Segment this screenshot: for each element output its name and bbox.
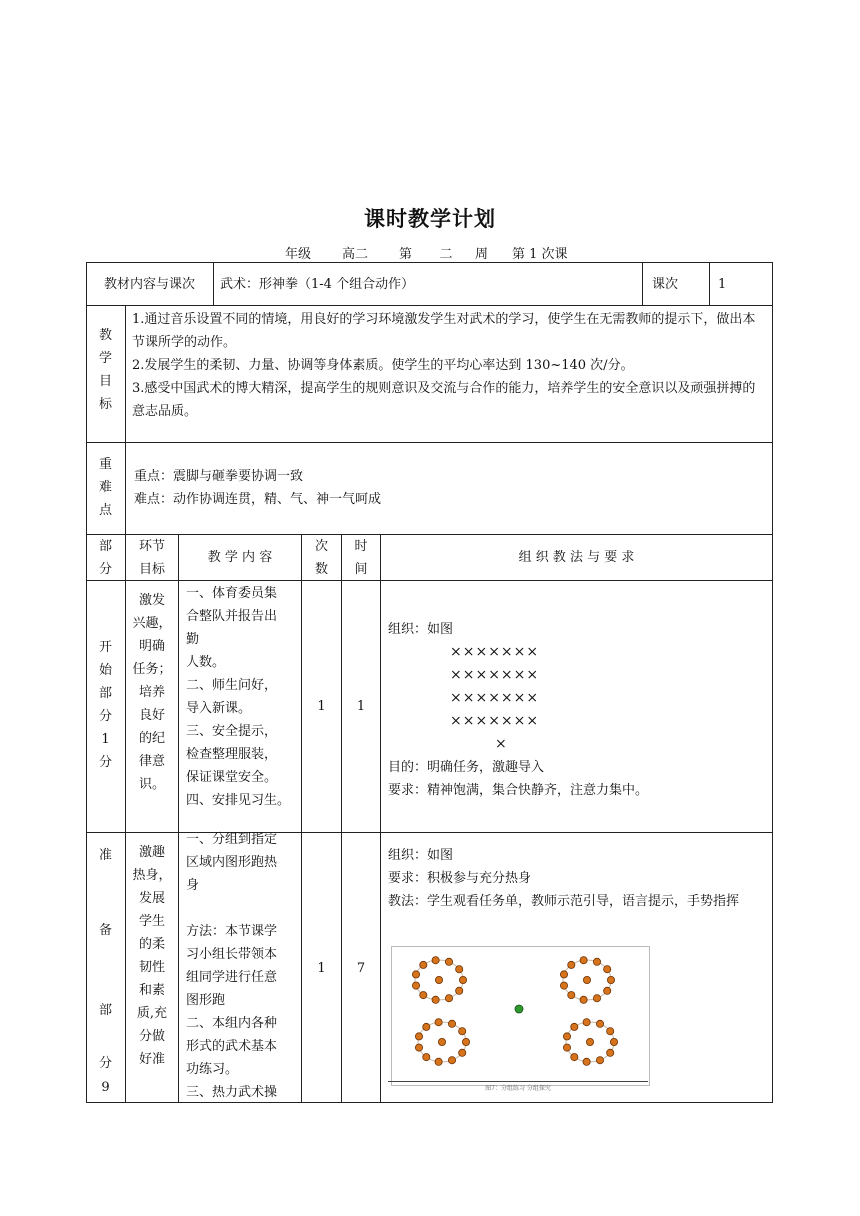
header-duration: 时 间 — [354, 539, 368, 577]
lesson-plan-table: 教材内容与课次 武术：形神拳（1-4 个组合动作） 课次 1 教 学 目 标 1.通过音乐设置不同的情境，用良好的学习环境激发学生对武术的学习，使学生在无需教师的提示下，做出本节课所学的动作。 2.发展学生的柔韧、力量、协调等身体素质。使学生的平均心率达到 130~140 次/分。 3.感受中国武术的博大精深，提高学生的规则意识及交流与合作的能力，培养学生的安全意识以及顽强拼搏的意志品质。 重 难 点 重点：震脚与砸拳要协调一致 难点：动作协调连贯，精、气、神一气呵成 部 分 环节 目标 教 学 内 容 次 数 时 间 组 织 教 法 与 要 求 开 始 部 分 1 分 激发 兴趣， 明确 任务； 培养 良好 的纪 律意 识。 一、体育委员集 合整队并报告出 勤 人数。 二、师生问好， 导入新课。 三、安全提示， 检查整理服装， 保证课堂安全。 四、安排见习生。 1 1 组织：如图 ××××××× ××××××× ××××××× ××××××× × 目的：明确任务，激趣导入 要求：精神饱满，集合快静齐，注意力集中。 准 备 部 分 9 激趣 热身， 发展 学生 的柔 韧性 和素 质,充 分做 好准 一、分组到指定 区域内图形跑热 身 方法：本节课学 习小组长带领本 组同学进行任意 图形跑 二、本组内各种 形式的武术基本 功练习。 三、热力武术操 1 7 组织：如图 要求：积极参与充分热身 教法：学生观看任务单，教师示范引导，语言提示，手势指挥 图7：分组练习 分组探究 — [86, 262, 773, 1103]
student-marker — [583, 976, 590, 983]
formation-row: ××××××× — [450, 690, 540, 706]
student-marker — [568, 961, 575, 968]
student-marker — [604, 987, 611, 994]
student-marker — [432, 957, 439, 964]
student-marker — [423, 1054, 430, 1061]
content-value: 武术：形神拳（1-4 个组合动作） — [220, 276, 415, 292]
lesson-number-label: 课次 — [652, 276, 679, 292]
student-marker — [462, 1038, 469, 1045]
student-marker — [459, 1028, 466, 1035]
student-marker — [456, 987, 463, 994]
start-content: 一、体育委员集 合整队并报告出 勤 人数。 二、师生问好， 导入新课。 三、安全提示， 检查整理服装， 保证课堂安全。 四、安排见习生。 — [186, 586, 291, 808]
header-method: 组 织 教 法 与 要 求 — [518, 550, 635, 565]
formation-row: ××××××× — [450, 667, 540, 683]
lesson-label: 第 1 次课 — [512, 247, 568, 262]
student-marker — [607, 1049, 614, 1056]
student-marker — [415, 1033, 422, 1040]
prep-requirement: 要求：积极参与充分热身 — [388, 871, 532, 886]
student-marker — [448, 1057, 455, 1064]
key-points-list — [134, 465, 764, 511]
student-marker — [415, 1044, 422, 1051]
student-marker — [435, 976, 442, 983]
student-marker — [593, 995, 600, 1002]
student-marker — [459, 976, 466, 983]
student-marker — [580, 996, 587, 1003]
student-marker — [459, 1049, 466, 1056]
start-method — [388, 618, 768, 802]
teacher-mark: × — [495, 736, 508, 752]
student-marker — [420, 961, 427, 968]
student-marker — [423, 1023, 430, 1030]
student-marker — [571, 1054, 578, 1061]
student-marker — [607, 1028, 614, 1035]
group-circles-illustration — [392, 947, 649, 1085]
start-times: 1 — [317, 699, 326, 714]
formation-row: ××××××× — [450, 713, 540, 729]
week-label-pre: 第 — [399, 247, 413, 262]
key-points-label: 重 难 点 — [98, 457, 112, 518]
student-marker — [563, 1044, 570, 1051]
student-marker — [563, 1033, 570, 1040]
header-part: 部 分 — [98, 539, 112, 577]
header-content: 教 学 内 容 — [207, 550, 273, 565]
student-marker — [610, 1038, 617, 1045]
lesson-number-value: 1 — [718, 276, 727, 292]
student-marker — [412, 971, 419, 978]
student-marker — [420, 992, 427, 999]
header-times: 次 数 — [314, 539, 328, 577]
student-marker — [596, 1020, 603, 1027]
student-marker — [604, 966, 611, 973]
prep-teaching-method: 教法：学生观看任务单，教师示范引导，语言提示，手势指挥 — [388, 894, 740, 909]
student-marker — [435, 1019, 442, 1026]
student-marker — [412, 982, 419, 989]
student-marker — [593, 958, 600, 965]
student-marker — [435, 1058, 442, 1065]
student-marker — [607, 976, 614, 983]
objectives-list — [132, 308, 768, 423]
student-marker — [580, 957, 587, 964]
diagram-caption: 图7：分组练习 分组探究 — [388, 1081, 648, 1092]
student-marker — [432, 996, 439, 1003]
start-duration: 1 — [356, 699, 366, 714]
page-title: 课时教学计划 — [364, 207, 496, 231]
start-purpose: 目的：明确任务，激趣导入 — [388, 760, 545, 775]
prep-org-label: 组织：如图 — [388, 848, 454, 863]
student-marker — [438, 1038, 445, 1045]
grade-value: 高二 — [322, 243, 388, 263]
prep-content: 一、分组到指定 区域内图形跑热 身 方法：本节课学 习小组长带领本 组同学进行任意 图形跑 二、本组内各种 形式的武术基本 功练习。 三、热力武术操 — [186, 832, 278, 1100]
content-label: 教材内容与课次 — [103, 276, 195, 292]
header-stage: 环节 目标 — [138, 539, 165, 577]
student-marker — [456, 966, 463, 973]
start-requirement: 要求：精神饱满，集合快静齐，注意力集中。 — [388, 783, 649, 798]
student-marker — [560, 971, 567, 978]
student-marker — [568, 992, 575, 999]
formation-row: ××××××× — [450, 644, 540, 660]
student-marker — [583, 1019, 590, 1026]
objective-item: 3.感受中国武术的博大精深，提高学生的规则意识及交流与合作的能力，培养学生的安全意识以及顽强拼搏的意志品质。 — [132, 381, 756, 419]
key-focus: 重点：震脚与砸拳要协调一致 — [134, 469, 304, 484]
student-marker — [560, 982, 567, 989]
week-value: 二 — [418, 243, 474, 263]
student-marker — [596, 1057, 603, 1064]
student-marker — [448, 1020, 455, 1027]
student-marker — [586, 1038, 593, 1045]
prep-duration: 7 — [356, 960, 366, 976]
week-label-post: 周 — [475, 247, 489, 262]
student-marker — [583, 1058, 590, 1065]
student-marker — [445, 995, 452, 1002]
prep-times: 1 — [317, 960, 326, 976]
prep-stage: 激趣 热身， 发展 学生 的柔 韧性 和素 质,充 分做 好准 — [132, 845, 172, 1067]
student-marker — [445, 958, 452, 965]
group-formation-diagram — [391, 946, 650, 1086]
student-marker — [571, 1023, 578, 1030]
objectives-label: 教 学 目 标 — [98, 328, 112, 412]
grade-label: 年级 — [285, 247, 312, 262]
prep-method — [388, 844, 768, 913]
objective-item: 1.通过音乐设置不同的情境，用良好的学习环境激发学生对武术的学习，使学生在无需教师的提示下，做出本节课所学的动作。 — [132, 312, 756, 350]
objective-item: 2.发展学生的柔韧、力量、协调等身体素质。使学生的平均心率达到 130~140 次/分。 — [132, 358, 634, 373]
key-difficulty: 难点：动作协调连贯，精、气、神一气呵成 — [134, 492, 382, 507]
start-stage: 激发 兴趣， 明确 任务； 培养 良好 的纪 律意 识。 — [132, 593, 172, 792]
start-part: 开 始 部 分 1 分 — [98, 640, 112, 770]
teacher-marker — [515, 1005, 523, 1013]
start-org-label: 组织：如图 — [388, 622, 454, 637]
